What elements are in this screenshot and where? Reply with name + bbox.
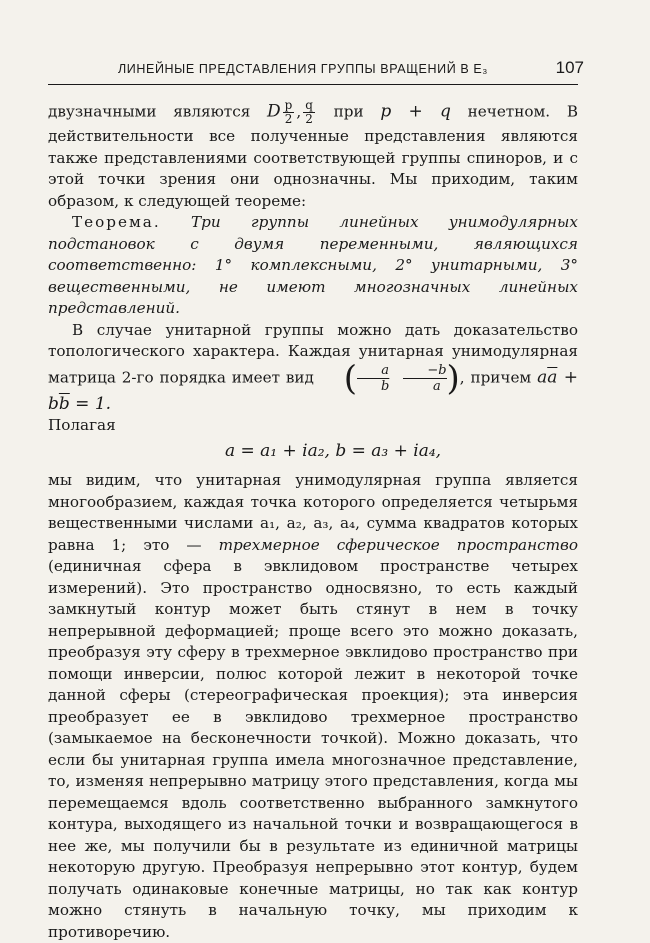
matrix-cell-11 xyxy=(357,363,389,394)
para1-text-b: при xyxy=(316,102,381,121)
paragraph-3-lead: Полагая xyxy=(48,416,116,434)
para2-text-a: В случае унитарной группы можно дать доказательство топологического характера. Каждая унитарная унимодулярная матрица 2-го порядка имеет вид xyxy=(48,320,578,386)
theorem-paragraph xyxy=(48,212,578,320)
paragraph-4 xyxy=(48,470,578,943)
theorem-label: Теорема. xyxy=(72,213,161,231)
frac-den-2b: 2 xyxy=(305,112,313,126)
matrix-cell-12-num: −b xyxy=(403,363,446,379)
subscript-q-half xyxy=(303,99,315,126)
cond-b-bar: $\overline{b}$ xyxy=(58,393,70,414)
body-text xyxy=(48,99,578,943)
matrix-grid xyxy=(357,363,447,394)
math-p-plus-q: p + q xyxy=(380,101,451,122)
matrix-cell-11-num: a xyxy=(357,363,389,379)
frac-den-2a: 2 xyxy=(284,112,293,126)
math-D: D xyxy=(267,101,281,122)
subscript-p-half xyxy=(283,99,295,126)
matrix-cell-12 xyxy=(403,363,446,394)
para4-italic: трехмерное сферическое пространство xyxy=(218,535,578,554)
para1-text-a: двузначными являются xyxy=(48,102,268,121)
para4-text-b: (единичная сфера в эвклидовом пространстве четырех измерений). Это пространство односвязно, то есть каждый замкнутый контур может быть стянут в нем в точку непрерывной деформацией; проще всего это можно доказать, преобразуя эту сферу в трехмерное эвклидово пространство при помощи инверсии, полюс которой лежит в некоторой точке данной сферы (стереографическая проекция); эта инверсия преобразует ее в эвклидово трехмерное пространство (замыкаемое на бесконечности точкой). Можно доказать, что если бы унитарная группа имела многозначное представление, то, изменяя непрерывно матрицу этого представления, когда мы перемещаемся вдоль соответственно выбранного замкнутого контура, выходящего из начальной точки и возвращающегося в нее же, мы получили бы в результате из единичной матрицы некоторую другую. Преобразуя непрерывно этот контур, будем получать одинаковые конечные матрицы, но так как контур можно стянуть в начальную точку, мы приходим к противоречию. xyxy=(48,557,578,941)
cond-a: a xyxy=(537,367,548,387)
para4-text-a: мы видим, что унитарная унимодулярная группа является многообразием, каждая точка которого определяется четырьмя вещественными числами a₁, a₂, a₃, a₄, сумма квадратов которых равна 1; это — xyxy=(48,471,578,554)
matrix-cell-12-den: a xyxy=(433,378,441,394)
theorem-text: Три группы линейных унимодулярных подстановок с двумя переменными, являющихся соответственно: 1° комплексными, 2° унитарными, 3° вещественными, не имеют многозначных линейных представлений. xyxy=(48,213,578,317)
display-equation: a = a₁ + ia₂, b = a₃ + ia₄, xyxy=(224,440,442,461)
matrix: ( $\frac{a}{b}$ $\frac{-b}{a}$ ) xyxy=(343,358,460,398)
frac-num-q: q xyxy=(305,98,313,112)
para1-text-c: нечетном. В действительности все полученные представления являются также представлениями соответствующей группы спиноров, и с этой точки зрения они однозначны. Мы приходим, таким образом, к следующей теореме: xyxy=(48,102,579,210)
cond-b: b xyxy=(48,393,59,414)
cond-plus: + xyxy=(557,367,578,387)
page-header xyxy=(48,58,584,85)
paragraph-2 xyxy=(48,320,578,416)
page-number: 107 xyxy=(555,58,584,77)
cond-a-bar: $\overline{a}$ xyxy=(547,367,558,387)
running-head: ЛИНЕЙНЫЕ ПРЕДСТАВЛЕНИЯ ГРУППЫ ВРАЩЕНИЙ В E₃ xyxy=(118,62,489,76)
cond-rhs: = 1. xyxy=(69,393,112,414)
frac-num-p: p xyxy=(284,98,293,112)
paragraph-1: двузначными являются D $\frac{p}{2}$ , $\frac{q}{2}$ при p + q нечетном. В действительности все полученные представления являются также представлениями соответствующей группы спиноров, и с этой точки зрения они однозначны. Мы приходим, таким образом, к следующей теореме: xyxy=(48,98,579,210)
matrix-cell-11-den: b xyxy=(380,378,390,394)
para2-text-b: , причем xyxy=(459,368,538,386)
